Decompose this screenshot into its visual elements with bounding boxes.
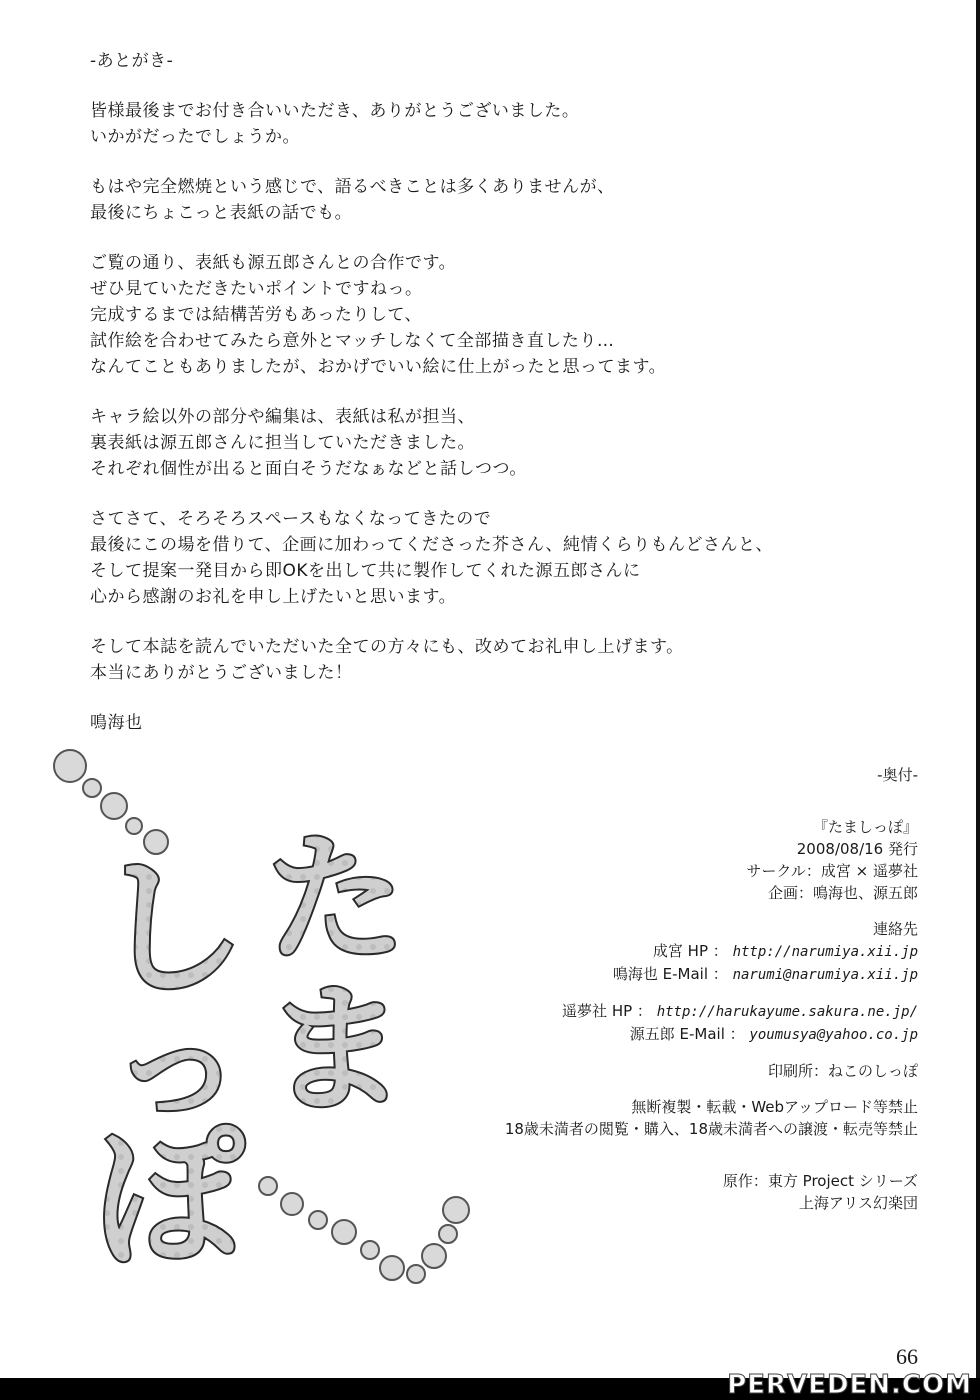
logo-char: ぽ [94,1112,245,1286]
afterword-title: -あとがき- [90,51,174,71]
afterword-line: 心から感謝のお礼を申し上げたいと思います。 [90,587,457,607]
colophon-heading: -奥付- [877,766,918,784]
afterword-paragraph [90,634,950,686]
copy-notice: 無断複製・転載・Webアップロード等禁止 [631,1098,918,1116]
afterword-line: 皆様最後までお付き合いいただき、ありがとうございました。 [90,101,580,121]
afterword-line: 裏表紙は源五郎さんに担当していただきました。 [90,433,475,453]
original-author: 上海アリス幻楽団 [798,1194,918,1212]
afterword-line: それぞれ個性が出ると面白そうだなぁなどと話しつつ。 [90,459,527,479]
afterword-line: ぜひ見ていただきたいポイントですねっ。 [90,279,423,299]
afterword-line: 試作絵を合わせてみたら意外とマッチしなくて全部描き直したり… [90,331,615,351]
contact-row [318,1000,918,1023]
afterword-line: もはや完全燃焼という感じで、語るべきことは多くありませんが、 [90,177,615,197]
afterword-line: そして本誌を読んでいただいた全ての方々にも、改めてお礼申し上げます。 [90,637,684,657]
afterword-line: ご覧の通り、表紙も源五郎さんとの合作です。 [90,253,457,273]
afterword-line: 最後にちょこっと表紙の話でも。 [90,203,353,223]
logo-char: し [96,842,247,1016]
planning-credit: 企画：鳴海也、源五郎 [767,884,918,902]
afterword-line: 完成するまでは結構苦労もあったりして、 [90,305,422,325]
afterword-line: そして提案一発目から即OKを出して共に製作してくれた源五郎さんに [90,561,641,581]
narumiya-hp-link: http://narumiya.xii.jp [732,944,918,960]
gengoro-email: youmusya@yahoo.co.jp [749,1027,918,1043]
harukayume-hp-link: http://harukayume.sakura.ne.jp/ [656,1004,918,1020]
page-number: 66 [896,1344,918,1369]
afterword-paragraph [90,250,950,380]
logo-char: っ [112,989,243,1141]
colophon [318,764,918,1214]
afterword-signature: 鳴海也 [90,713,143,733]
afterword-line: 最後にこの場を借りて、企画に加わってくださった芥さん、純情くらりもんどさんと、 [90,535,774,555]
afterword-paragraph [90,404,950,482]
contact-label: 鳴海也 E-Mail ： [612,965,728,983]
contact-heading: 連絡先 [872,920,918,938]
afterword [90,48,950,736]
watermark: PERVEDEN.COM [727,1370,972,1400]
logo-char: た [266,819,407,982]
afterword-line: 本当にありがとうございました！ [90,663,353,683]
afterword-paragraph [90,174,950,226]
logo-char: ま [266,969,407,1132]
afterword-line: いかがだったでしょうか。 [90,127,300,147]
scan-edge [976,0,980,1400]
contact-label: 源五郎 E-Mail ： [629,1025,745,1043]
original-work: 原作：東方 Project シリーズ [722,1172,918,1190]
afterword-line: キャラ絵以外の部分や編集は、表紙は私が担当、 [90,407,475,427]
circle-name: サークル：成宮 × 遥夢社 [746,862,918,880]
printer-credit: 印刷所：ねこのしっぽ [767,1062,918,1080]
afterword-paragraph [90,506,950,610]
narumi-email: narumi@narumiya.xii.jp [732,967,918,983]
contact-label: 成宮 HP ： [652,942,728,960]
contact-row [318,940,918,963]
contact-row [318,1023,918,1046]
afterword-line: さてさて、そろそろスペースもなくなってきたので [90,509,492,529]
contact-row [318,963,918,986]
afterword-line: なんてこともありましたが、おかげでいい絵に仕上がったと思ってます。 [90,357,667,377]
age-notice: 18歳未満者の閲覧・購入、18歳未満者への譲渡・転売等禁止 [504,1120,918,1138]
afterword-paragraph [90,98,950,150]
publish-date: 2008/08/16 発行 [796,840,918,858]
contact-label: 遥夢社 HP ： [562,1002,652,1020]
book-title: 『たましっぽ』 [812,818,918,836]
